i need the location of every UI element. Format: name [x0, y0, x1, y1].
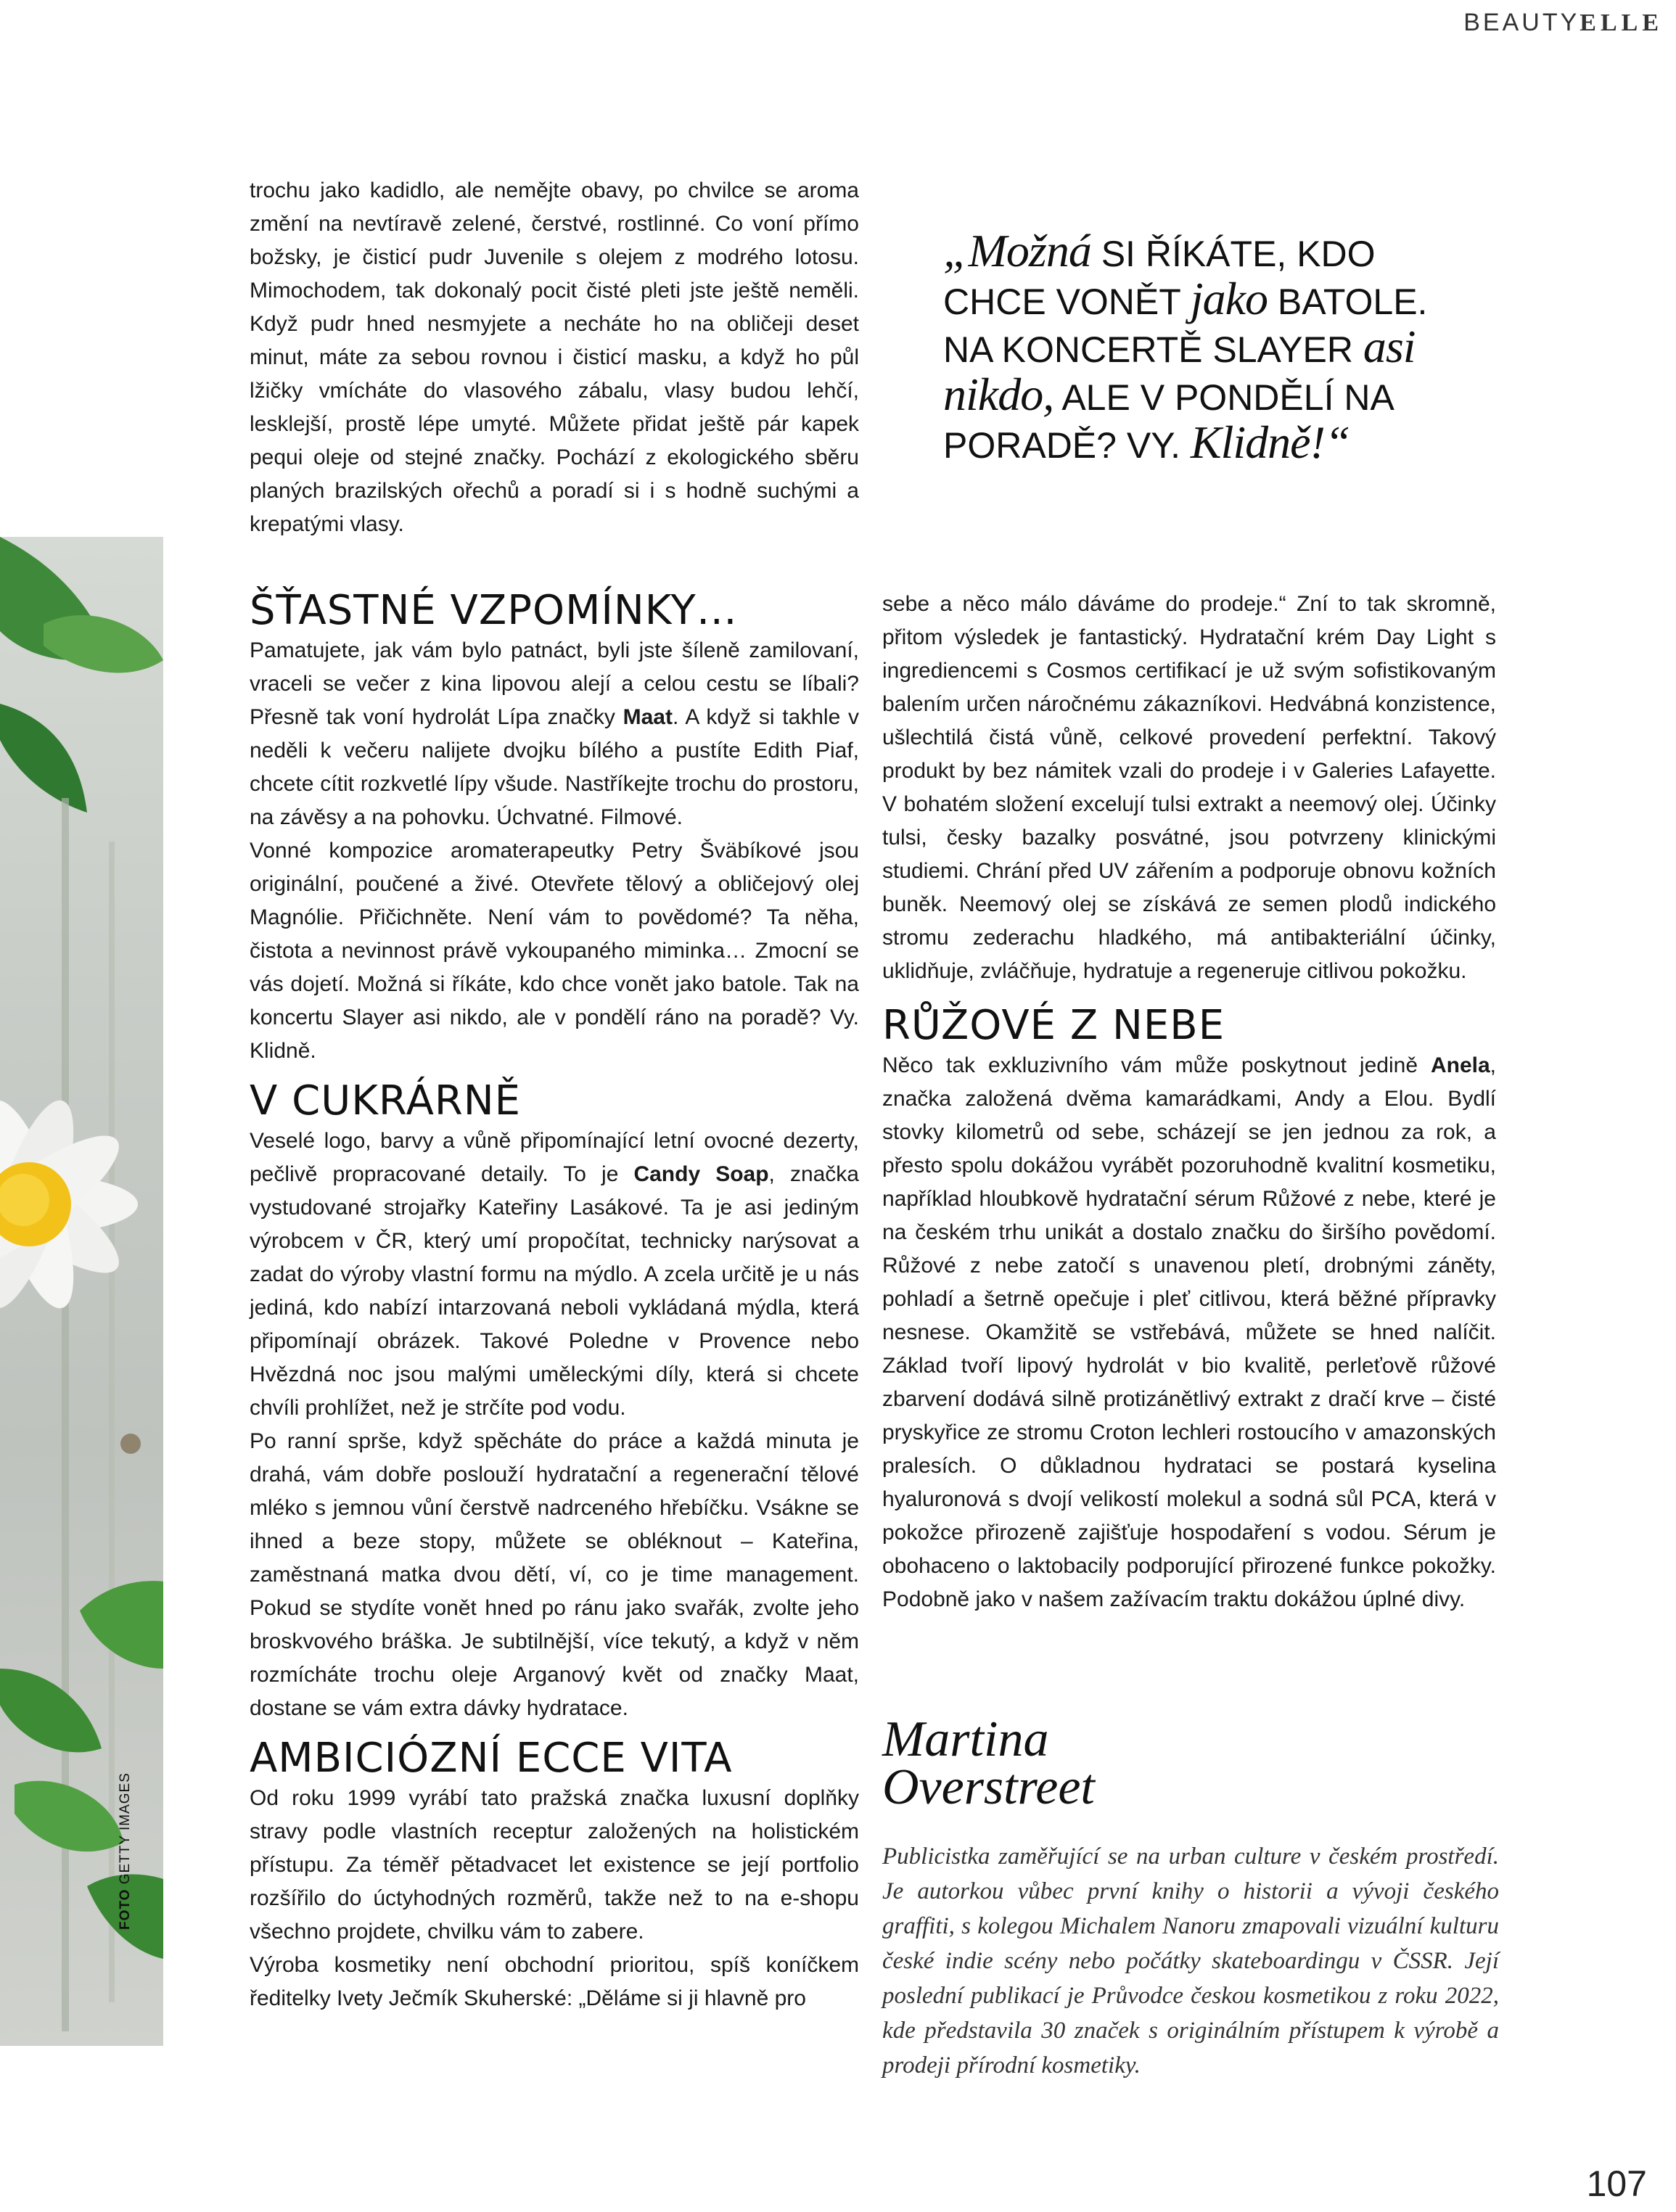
section-heading-confectionery: V CUKRÁRNĚ	[250, 1077, 522, 1124]
section-confectionery-paragraph-1	[250, 1124, 859, 1425]
quote-text-2: BATOLE. NA KONCERTĚ SLAYER	[943, 281, 1428, 370]
magazine-header	[1463, 9, 1663, 37]
section-confectionery-paragraph-2: Po ranní sprše, když spěcháte do práce a každá minuta je drahá, vám dobře poslouží hydratační a regenerační tělové mléko s jemnou vůní čerstvě nadrceného hřebíčku. Vsákne se ihned a beze stopy, můžete se obléknout – Kateřina, zaměstnaná matka dvou dětí, ví, co je time management. Pokud se stydíte vonět hned po ránu jako svařák, zvolte jeho broskvového bráška. Je subtilnější, více tekutý, a když v něm rozmícháte trochu oleje Arganový květ od značky Maat, dostane se vám extra dávky hydratace.	[250, 1429, 859, 1720]
text-run: , značka založená dvěma kamarádkami, Andy a Elou. Bydlí stovky kilometrů od sebe, scházejí se jen jednou za rok, a přesto spolu dokážou vyrábět pozoruhodně kvalitní kosmetiku, například hloubkově hydratační sérum Růžové z nebe, které je na českém trhu unikát a dostalo značku do širšího povědomí. Růžové z nebe zatočí s unavenou pletí, drobnými záněty, pohladí a šetrně opečuje i pleť citlivou, která běžné přípravky nesnese. Okamžitě se vstřebává, můžete se hned nalíčit. Základ tvoří lipový hydrolát v bio kvalitě, perleťově růžové zbarvení dodává silně protizánětlivý extrakt z dračí krve – čisté pryskyřice ze stromu Croton lechleri rostoucího v amazonských pralesích. O důkladnou hydrataci se postará kyselina hyaluronová s dvojí velikostí molekul a sodná sůl PCA, která v pokožce přirozeně zajišťuje hospodaření s vodou. Sérum je obohaceno o laktobacily podporující přirozené funkce pokožky. Podobně jako v našem zažívacím traktu dokážou úplné divy.	[882, 1053, 1496, 1611]
section-memories-paragraph-2: Vonné kompozice aromaterapeutky Petry Šväbíkové jsou originální, poučené a živé. Otevřete tělový a obličejový olej Magnólie. Přičichněte. Není vám to povědomé? Ta něha, čistota a nevinnost právě vykoupaného miminka… Zmocní se vás dojetí. Možná si říkáte, kdo chce vonět jako batole. Tak na koncertu Slayer asi nikdo, ale v pondělí ráno na poradě? Vy. Klidně.	[250, 839, 859, 1063]
quote-text-3: ALE V PONDĚLÍ NA PORADĚ? VY.	[943, 377, 1393, 466]
section-pink-sky-paragraph	[882, 1049, 1496, 1616]
page-number: 107	[1586, 2163, 1647, 2204]
main-column-right	[882, 588, 1496, 1616]
brand-maat: Maat	[623, 705, 673, 729]
brand-candy-soap: Candy Soap	[633, 1162, 769, 1186]
brand-anela: Anela	[1430, 1053, 1490, 1077]
brand-logo: ELLE	[1580, 9, 1663, 36]
intro-column	[250, 174, 859, 541]
quote-word-2: jako	[1190, 273, 1268, 324]
author-first-name: Martina	[882, 1711, 1049, 1767]
chamomile-photo	[0, 537, 163, 2046]
quote-word-3: asi nikdo,	[943, 321, 1416, 420]
quote-word-4: Klidně!	[1190, 416, 1325, 468]
author-name	[882, 1711, 1095, 1815]
quote-open-mark: „	[943, 225, 969, 276]
pull-quote	[943, 225, 1473, 468]
photo-credit-label: FOTO	[118, 1888, 133, 1930]
main-column-left	[250, 588, 859, 2015]
text-run: , značka vystudované strojařky Kateřiny Lasákové. Ta je asi jediným výrobcem v ČR, který umí propočítat, technicky narýsovat a zadat do výroby vlastní formu na mýdlo. A zcela určitě je u nás jediná, kdo nabízí intarzovaná neboli vykládaná mýdla, která připomínají obrázek. Takové Poledne v Provence nebo Hvězdná noc jsou malými uměleckými díly, která si chcete chvíli prohlížet, než je strčíte pod vodu.	[250, 1162, 859, 1420]
author-bio: Publicistka zaměřující se na urban culture v českém prostředí. Je autorkou vůbec první knihy o historii a vývoji českého graffiti, s kolegou Michalem Nanoru zmapovali vizuální kulturu české indie scény nebo počátky skateboardingu v ČSSR. Její poslední publikací je Průvodce českou kosmetikou z roku 2022, kde představila 30 značek s originálním přístupem k výrobě a prodeji přírodní kosmetiky.	[882, 1843, 1499, 2079]
author-last-name: Overstreet	[882, 1759, 1095, 1815]
text-run: . A když si takhle v neděli k večeru nalijete dvojku bílého a pustíte Edith Piaf, chcete cítit rozkvetlé lípy všude. Nastříkejte trochu do prostoru, na závěsy a na pohovku. Úchvatné. Filmové.	[250, 705, 859, 829]
section-heading-pink-sky: RŮŽOVÉ Z NEBE	[882, 1002, 1225, 1049]
section-heading-memories: ŠŤASTNÉ VZPOMÍNKY…	[250, 587, 738, 634]
text-run: Pamatujete, jak vám bylo patnáct, byli jste šíleně zamilovaní, vraceli se večer z kina lipovou alejí a celou cestu se líbali? Přesně tak voní hydrolát Lípa značky	[250, 638, 859, 729]
section-label: BEAUTY	[1463, 9, 1580, 36]
section-heading-ecce-vita: AMBICIÓZNÍ ECCE VITA	[250, 1735, 733, 1782]
section-ecce-vita-paragraph-3: sebe a něco málo dáváme do prodeje.“ Zní to tak skromně, přitom výsledek je fantastický. Hydratační krém Day Light s ingrediencemi s Cosmos certifikací je už svým sofistikovaným balením určen náročnému zákazníkovi. Hedvábná konzistence, ušlechtilá čistá vůně, celkové provedení perfektní. Takový produkt by bez námitek vzali do prodeje i v Galeries Lafayette. V bohatém složení excelují tulsi extrakt a neemový olej. Účinky tulsi, česky bazalky posvátné, jsou potvrzeny klinickými studiemi. Chrání před UV zářením a podporuje obnovu kožních buněk. Neemový olej se získává ze semen plodů indického stromu zederachu hladkého, má antibakteriální účinky, uklidňuje, zvláčňuje, hydratuje a regeneruje citlivou pokožku.	[882, 592, 1496, 983]
photo-credit	[118, 1772, 133, 1930]
photo-credit-source: GETTY IMAGES	[118, 1772, 133, 1885]
text-run: Něco tak exkluzivního vám může poskytnout jedině	[882, 1053, 1431, 1077]
intro-paragraph: trochu jako kadidlo, ale nemějte obavy, po chvilce se aroma změní na nevtíravě zelené, čerstvé, rostlinné. Co voní přímo božsky, je čisticí pudr Juvenile s olejem z modrého lotosu. Mimochodem, tak dokonalý pocit čisté pleti jste ještě neměli. Když pudr hned nesmyjete a necháte ho na obličeji deset minut, máte za sebou rovnou i čisticí masku, a když ho půl lžičky vmícháte do vlasového zábalu, vlasy budou lehčí, lesklejší, prostě lépe umyté. Můžete přidat ještě pár kapek pequi oleje od stejné značky. Pochází z ekologického sběru planých brazilských ořechů a poradí si i s hodně suchými a krepatými vlasy.	[250, 178, 859, 536]
quote-word-1: Možná	[968, 225, 1091, 276]
section-ecce-vita-paragraph-2: Výroba kosmetiky není obchodní prioritou, spíš koníčkem ředitelky Ivety Ječmík Skuherské: „Děláme si ji hlavně pro	[250, 1953, 859, 2010]
quote-close-mark: “	[1324, 416, 1350, 468]
chamomile-illustration	[0, 537, 163, 2046]
text-run: Veselé logo, barvy a vůně připomínající letní ovocné dezerty, pečlivě propracované detaily. To je	[250, 1129, 859, 1186]
section-ecce-vita-paragraph-1: Od roku 1999 vyrábí tato pražská značka luxusní doplňky stravy podle vlastních receptur založených na holistickém přístupu. Za téměř pětadvacet let existence se její portfolio rozšířilo do úctyhodných rozměrů, takže než to na e-shopu všechno projdete, chvilku vám to zabere.	[250, 1786, 859, 1944]
quote-text-1: SI ŘÍKÁTE, KDO CHCE VONĚT	[943, 234, 1376, 322]
section-memories-paragraph-1	[250, 634, 859, 834]
